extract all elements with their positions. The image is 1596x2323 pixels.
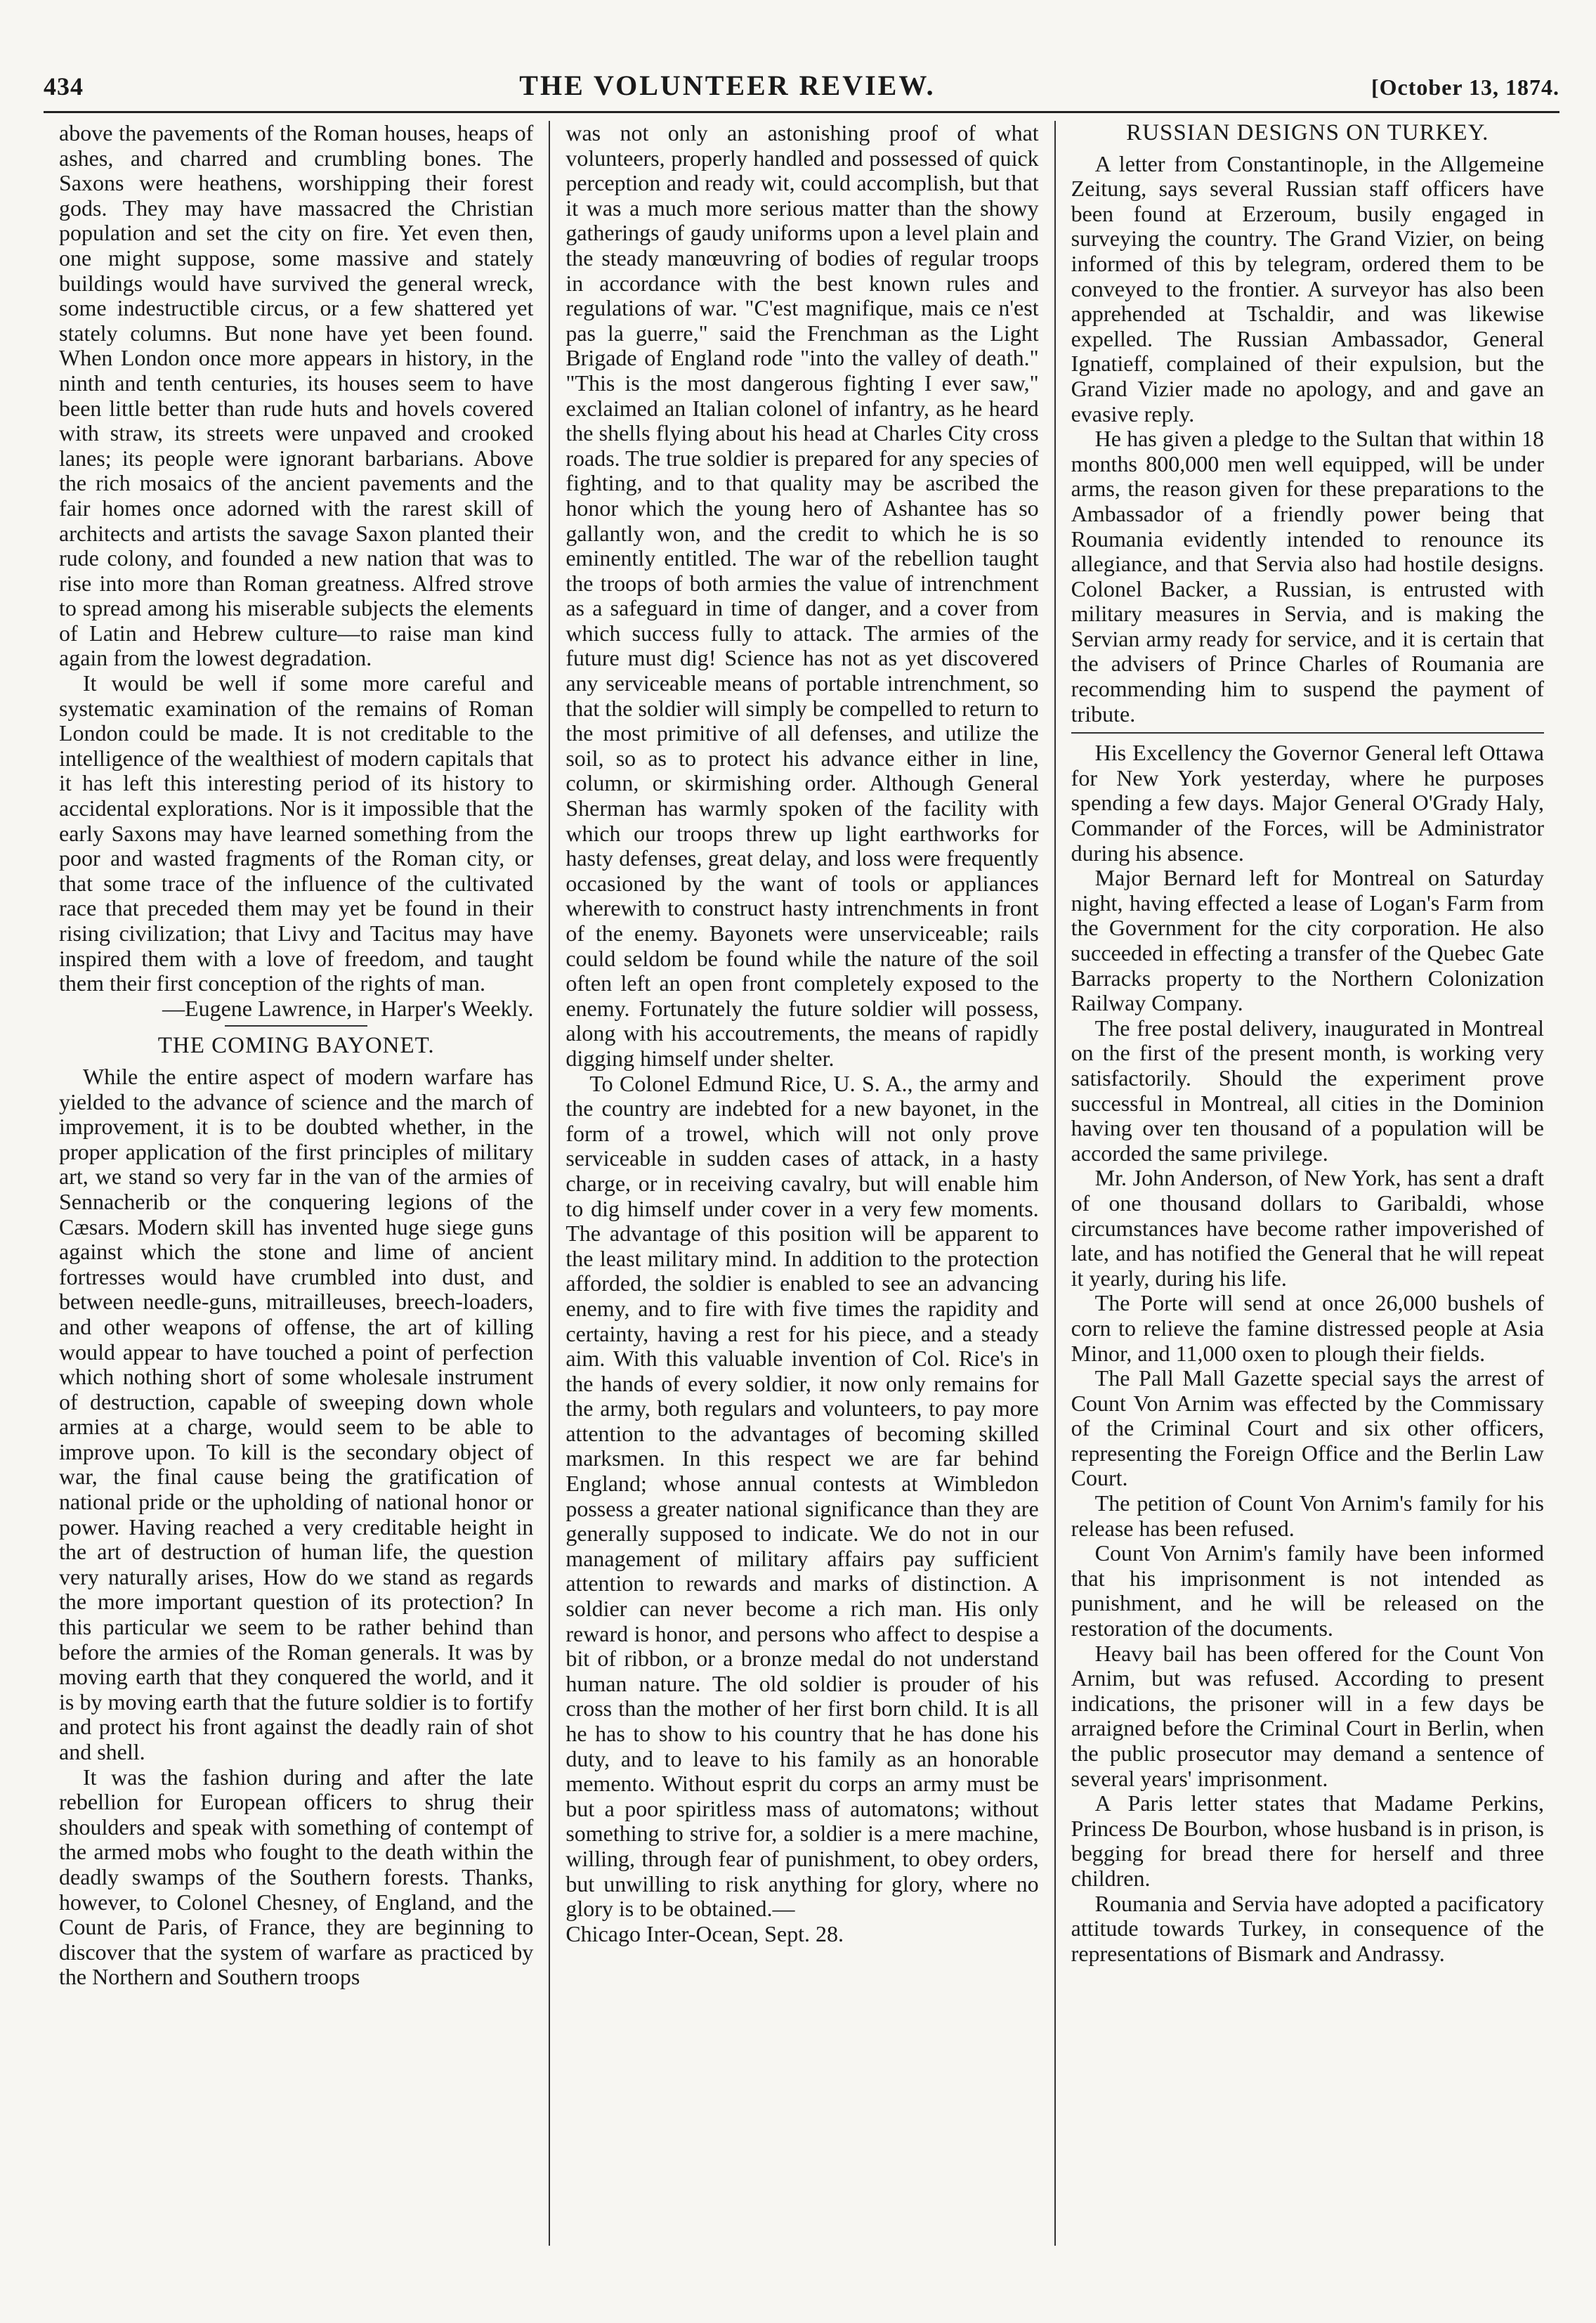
paragraph: To Colonel Edmund Rice, U. S. A., the army and the country are indebted for a new bayonet, in the form of a trowel, which will not only prove serviceable in sudden cases of attack, in a hasty charge, or in receiving cavalry, but will enable him to dig himself under cover in a very few moments. The advantage of this position will be apparent to the least military mind. In addition to the protection afforded, the soldier is enabled to see an advancing enemy, and to fire with five times the rapidity and certainty, having a rest for his piece, and a steady aim. With this valuable invention of Col. Rice's in the hands of every soldier, it now only remains for the army, both regulars and volunteers, to pay more attention to the advantages of becoming skilled marksmen. In this respect we are far behind England; whose annual contests at Wimbledon possess a greater national significance than they are generally supposed to indicate. We do not in our management of military affairs pay sufficient attention to rewards and marks of distinction. A soldier can never become a rich man. His only reward is honor, and persons who affect to despise a bit of ribbon, or a bronze medal do not understand human nature. The old soldier is prouder of his cross than the mother of her first born child. It is all he has to show to his country that he has done his duty, and to leave to his family as an honorable memento. Without esprit du corps an army must be but a poor spiritless mass of automatons; without something to strive for, a soldier is a mere machine, willing, through fear of punishment, to obey orders, but unwilling to risk anything for glory, where no glory is to be obtained.—: [565, 1070, 1039, 1922]
paragraph: Major Bernard left for Montreal on Saturday night, having effected a lease of Logan's Farm from the Government for the city corporation. He also succeeded in effecting a transfer of the Quebec Gate Barracks property to the Northern Colonization Railway Company.: [1071, 865, 1544, 1016]
paragraph: The free postal delivery, inaugurated in Montreal on the first of the present month, is working very satisfactorily. Should the experiment prove successful in Montreal, all cities in the Dominion having over ten thousand of a population will be accorded the same privilege.: [1071, 1015, 1544, 1166]
columns: [44, 121, 1559, 2246]
paragraph: It would be well if some more careful and systematic examination of the remains of Roman London could be made. It is not creditable to the intelligence of the wealthiest of modern capitals that it has left this interesting period of its history to accidental explorations. Nor is it impossible that the early Saxons may have learned something from the poor and wasted fragments of the Roman city, or that some trace of the influence of the cultivated race that preceded them may yet be found in their rising civilization; that Livy and Tacitus may have inspired them with a love of freedom, and taught them their first conception of the rights of man.: [59, 670, 534, 996]
divider: [225, 1025, 367, 1027]
paragraph: A Paris letter states that Madame Perkins, Princess De Bourbon, whose husband is in prison, is begging for bread there for herself and three children.: [1071, 1790, 1544, 1891]
page-header: [44, 69, 1559, 113]
article-headline: RUSSIAN DESIGNS ON TURKEY.: [1126, 121, 1489, 145]
column-2: [549, 121, 1054, 2246]
signature: —Eugene Lawrence, in Harper's Weekly.: [162, 995, 534, 1021]
paragraph: While the entire aspect of modern warfare has yielded to the advance of science and the march of improvement, it is to be doubted whether, in the proper application of the first principles of military art, we stand so very far in the van of the armies of Sennacherib or the conquering legions of the Cæsars. Modern skill has invented huge siege guns against which the stone and lime of ancient fortresses would have crumbled into dust, and between needle-guns, mitrailleuses, breech-loaders, and other weapons of offense, the art of killing would appear to have touched a point of perfection which nothing short of some wholesale instrument of destruction, capable of sweeping down whole armies at a charge, would seem to be able to improve upon. To kill is the secondary object of war, the final cause being the gratification of national pride or the upholding of national honor or power. Having reached a very creditable height in the art of destruction of human life, the question very naturally arises, How do we stand as regards the more important question of its protection? In this particular we seem to be rather behind than before the armies of the Roman generals. It was by moving earth that they conquered the world, and it is by moving earth that the future soldier is to fortify and protect his front against the deadly rain of shot and shell.: [59, 1063, 534, 1764]
paragraph: His Excellency the Governor General left Ottawa for New York yesterday, where he purposes spending a few days. Major General O'Grady Haly, Commander of the Forces, will be Administrator during his absence.: [1071, 740, 1544, 866]
paragraph: A letter from Constantinople, in the Allgemeine Zeitung, says several Russian staff officers have been found at Erzeroum, busily engaged in surveying the country. The Grand Vizier, on being informed of this by telegram, ordered them to be conveyed to the frontier. A surveyor has also been apprehended at Tschaldir, and was likewise expelled. The Russian Ambassador, General Ignatieff, complained of their expulsion, but the Grand Vizier made no apology, and and gave an evasive reply.: [1071, 150, 1544, 427]
paragraph: Mr. John Anderson, of New York, has sent a draft of one thousand dollars to Garibaldi, whose circumstances have become rather impoverished of late, and has notified the General that he will repeat it yearly, during his life.: [1071, 1165, 1544, 1291]
paragraph: The petition of Count Von Arnim's family for his release has been refused.: [1071, 1490, 1544, 1541]
paragraph: He has given a pledge to the Sultan that within 18 months 800,000 men well equipped, will be under arms, the reason given for these preparations to the Ambassador of a friendly power being that Roumania evidently intended to renounce its allegiance, and that Servia also had hostile designs. Colonel Backer, a Russian, is entrusted with military measures in Servia, and is making the Servian army ready for service, and it is certain that the advisers of Prince Charles of Roumania are recommending him to suspend the payment of tribute.: [1071, 426, 1544, 727]
paragraph: Heavy bail has been offered for the Count Von Arnim, but was refused. According to present indications, the prisoner will in a few days be arraigned before the Criminal Court in Berlin, when the public prosecutor may demand a sentence of several years' imprisonment.: [1071, 1640, 1544, 1791]
divider: [1071, 732, 1544, 734]
page-number: 434: [44, 72, 84, 100]
signature: Chicago Inter-Ocean, Sept. 28.: [565, 1920, 844, 1946]
paragraph: above the pavements of the Roman houses, heaps of ashes, and charred and crumbling bones. The Saxons were heathens, worshipping their forest gods. They may have massacred the Christian population and set the city on fire. Yet even then, one might suppose, some massive and stately buildings would have survived the general wreck, some indestructible circus, or a few shattered yet stately columns. But none have yet been found. When London once more appears in history, in the ninth and tenth centuries, its houses seem to have been little better than rude huts and hovels covered with straw, its streets were unpaved and crooked lanes; its people were ignorant barbarians. Above the rich mosaics of the ancient pavements and the fair homes once adorned with the rarest skill of architects and artists the savage Saxon planted their rude colony, and founded a new nation that was to rise into more than Roman greatness. Alfred strove to spread among his miserable subjects the elements of Latin and Hebrew culture—to raise man kind again from the lowest degradation.: [59, 121, 534, 671]
paragraph: Roumania and Servia have adopted a pacificatory attitude towards Turkey, in consequence of the representations of Bismark and Andrassy.: [1071, 1890, 1544, 1966]
paragraph: was not only an astonishing proof of what volunteers, properly handled and possessed of quick perception and ready wit, could accomplish, but that it was a much more serious matter than the showy gatherings of gaudy uniforms upon a level plain and the steady manœuvring of bodies of regular troops in accordance with the best known rules and regulations of war. "C'est magnifique, mais ce n'est pas la guerre," said the Frenchman as the Light Brigade of England rode "into the valley of death." "This is the most dangerous fighting I ever saw," exclaimed an Italian colonel of infantry, as he heard the shells flying about his head at Charles City cross roads. The true soldier is prepared for any species of fighting, and to that quality may be ascribed the honor which the young hero of Ashantee has so gallantly won, and the credit to which he is so eminently entitled. The war of the rebellion taught the troops of both armies the value of intrenchment as a safeguard in time of danger, and a cover from which success fully to attack. The armies of the future must dig! Science has not as yet discovered any serviceable means of portable intrenchment, so that the soldier will simply be compelled to return to the most primitive of all defenses, and utilize the soil, so as to protect his advance either in line, column, or skirmishing order. Although General Sherman has warmly spoken of the facility with which our troops threw up light earthworks for hasty defenses, great delay, and loss were frequently occasioned by the want of tools or appliances wherewith to construct hasty intrenchments in front of the enemy. Bayonets were unserviceable; rails could seldom be found while the nature of the soil often left an open front completely exposed to the enemy. Fortunately the future soldier will possess, along with his accoutrements, the means of rapidly digging himself under shelter.: [565, 121, 1039, 1071]
issue-date: [October 13, 1874.: [1371, 74, 1559, 100]
paragraph: Count Von Arnim's family have been informed that his imprisonment is not intended as punishment, and he will be released on the restoration of the documents.: [1071, 1540, 1544, 1641]
paragraph: It was the fashion during and after the late rebellion for European officers to shrug their shoulders and speak with something of contempt of the armed mobs who fought to the death within the deadly swamps of the Southern forests. Thanks, however, to Colonel Chesney, of England, and the Count de Paris, of France, they are beginning to discover that the system of warfare as practiced by the Northern and Southern troops: [59, 1764, 534, 1990]
column-1: [44, 121, 549, 2246]
masthead: THE VOLUNTEER REVIEW.: [519, 70, 936, 101]
column-3: [1054, 121, 1559, 2246]
paragraph: The Porte will send at once 26,000 bushels of corn to relieve the famine distressed people at Asia Minor, and 11,000 oxen to plough their fields.: [1071, 1290, 1544, 1366]
article-headline: THE COMING BAYONET.: [157, 1033, 435, 1059]
paragraph: The Pall Mall Gazette special says the arrest of Count Von Arnim was effected by the Commissary of the Criminal Court and six other officers, representing the Foreign Office and the Berlin Law Court.: [1071, 1365, 1544, 1491]
